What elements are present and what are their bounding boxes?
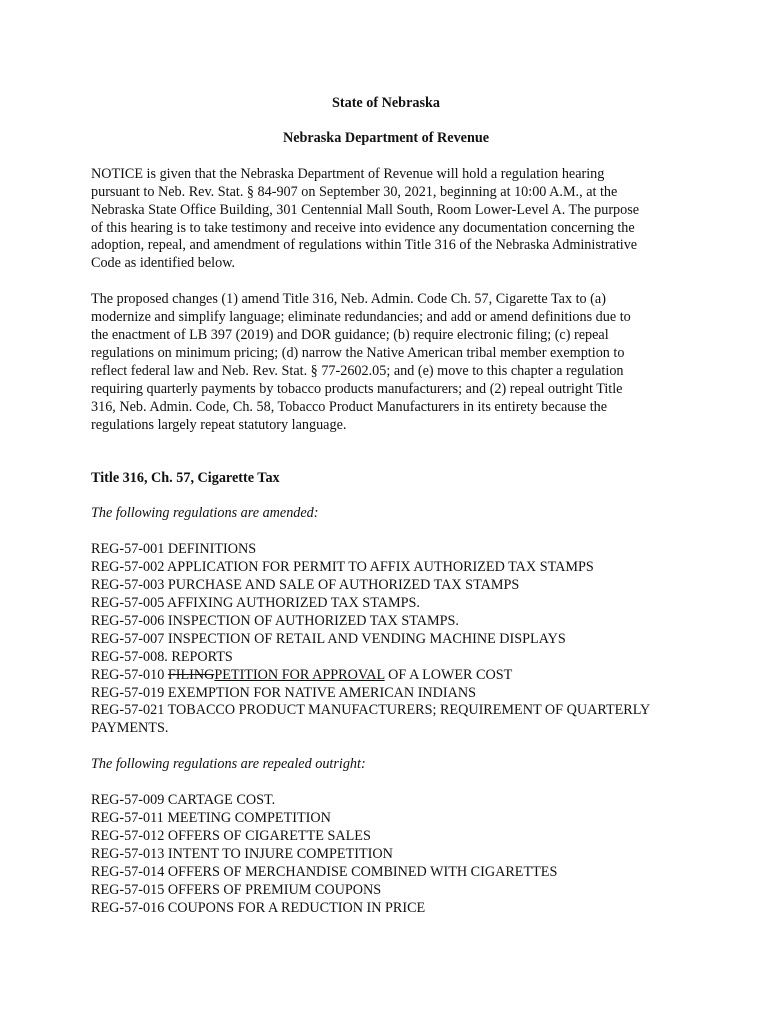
notice-paragraph: NOTICE is given that the Nebraska Department of Revenue will hold a regulation hearing pursuant to Neb. Rev. Stat. § 84-907 on September 30, 2021, beginning at 10:00 A.M., at the Nebraska State Office Building, 301 Centennial Mall South, Room Lower-Level A. The purpose of this hearing is to take testimony and receive into evidence any documentation concerning the adoption, repeal, and amendment of regulations within Title 316 of the Nebraska Administrative Code as identified below. [91, 165, 640, 272]
regulation-item: REG-57-009 CARTAGE COST. [91, 792, 276, 809]
inserted-text: PETITION FOR APPROVAL [214, 666, 385, 683]
regulation-item: REG-57-019 EXEMPTION FOR NATIVE AMERICAN INDIANS [91, 684, 477, 701]
regulation-item: REG-57-012 OFFERS OF CIGARETTE SALES [91, 828, 371, 844]
regulation-item: REG-57-003 PURCHASE AND SALE OF AUTHORIZED TAX STAMPS [91, 577, 520, 594]
regulation-010-prefix: REG-57-010 [91, 666, 168, 683]
department-heading: Nebraska Department of Revenue [282, 129, 490, 146]
regulation-item: REG-57-002 APPLICATION FOR PERMIT TO AFFIX AUTHORIZED TAX STAMPS [91, 559, 594, 576]
amended-regulations-list [91, 541, 681, 738]
regulation-item: REG-57-006 INSPECTION OF AUTHORIZED TAX STAMPS. [91, 612, 459, 629]
repealed-regulations-list [91, 792, 681, 917]
regulation-item: REG-57-013 INTENT TO INJURE COMPETITION [91, 845, 393, 862]
state-heading: State of Nebraska [332, 95, 440, 111]
document-page [91, 95, 681, 918]
regulation-item: REG-57-005 AFFIXING AUTHORIZED TAX STAMPS. [91, 595, 420, 612]
regulation-item: REG-57-011 MEETING COMPETITION [91, 810, 331, 827]
proposed-changes-paragraph: The proposed changes (1) amend Title 316, Neb. Admin. Code Ch. 57, Cigarette Tax to (a) modernize and simplify language; eliminate redundancies; and add or amend definitions due to the enactment of LB 397 (2019) and DOR guidance; (b) require electronic filing; (c) repeal regulations on minimum pricing; (d) narrow the Native American tribal member exemption to reflect federal law and Neb. Rev. Stat. § 77-2602.05; and (e) move to this chapter a regulation requiring quarterly payments by tobacco products manufacturers; and (2) repeal outright Title 316, Neb. Admin. Code, Ch. 58, Tobacco Product Manufacturers in its entirety because the regulations largely repeat statutory language. [91, 291, 631, 433]
regulation-item: REG-57-008. REPORTS [91, 648, 233, 665]
regulation-item: REG-57-007 INSPECTION OF RETAIL AND VENDING MACHINE DISPLAYS [91, 630, 566, 647]
regulation-item: REG-57-001 DEFINITIONS [91, 541, 257, 558]
regulation-item-010 [91, 667, 681, 685]
repealed-intro: The following regulations are repealed outright: [91, 756, 366, 773]
regulation-item: REG-57-016 COUPONS FOR A REDUCTION IN PRICE [91, 899, 426, 916]
regulation-item: REG-57-014 OFFERS OF MERCHANDISE COMBINED WITH CIGARETTES [91, 863, 558, 880]
regulation-item: REG-57-021 TOBACCO PRODUCT MANUFACTURERS; REQUIREMENT OF QUARTERLY PAYMENTS. [91, 702, 650, 737]
regulation-010-suffix: OF A LOWER COST [384, 666, 513, 683]
struck-text: FILING [167, 666, 215, 683]
regulation-item: REG-57-015 OFFERS OF PREMIUM COUPONS [91, 881, 382, 898]
amended-intro: The following regulations are amended: [91, 505, 319, 522]
section-title: Title 316, Ch. 57, Cigarette Tax [91, 469, 280, 486]
